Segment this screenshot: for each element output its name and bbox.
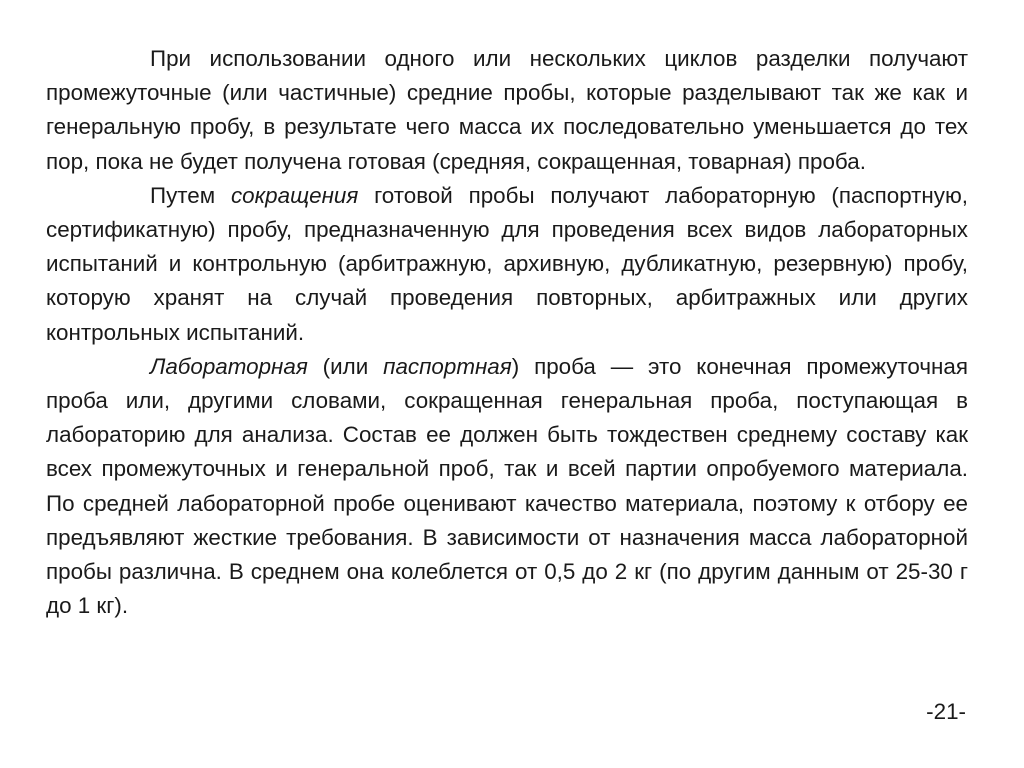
- paragraph-1-text: При использовании одного или нескольких циклов разделки получают промежуточные (или частичные) средние пробы, которые разделывают так же как и генеральную пробу, в результате чего масса их последовательно уменьшается до тех пор, пока не будет получена готовая (средняя, сокращенная, товарная) проба.: [46, 46, 968, 174]
- page-number: -21-: [926, 699, 966, 724]
- paragraph-2-lead: Путем: [150, 182, 231, 208]
- paragraph-2: [46, 179, 968, 350]
- term-laboratornaya: Лабораторная: [150, 353, 308, 379]
- paragraph-1: [46, 42, 968, 179]
- term-sokrashcheniya: сокращения: [230, 182, 359, 208]
- term-pasportnaya: паспортная: [383, 353, 512, 379]
- paragraph-3-rest: ) проба — это конечная промежуточная проба или, другими словами, сокращенная генеральная проба, поступающая в лабораторию для анализа. Состав ее должен быть тождествен среднему составу как всех промежуточных и генеральной проб, так и всей партии опробуемого материала. По средней лабораторной пробе оценивают качество материала, поэтому к отбору ее предъявляют жесткие требования. В зависимости от назначения масса лабораторной пробы различна. В среднем она колеблется от 0,5 до 2 кг (по другим данным от 25-30 г до 1 кг).: [46, 353, 969, 619]
- paragraph-3-mid: (или: [307, 353, 384, 379]
- body-text: [46, 42, 968, 623]
- paragraph-2-rest: готовой пробы получают лабораторную (паспортную, сертификатную) пробу, предназначенную для проведения всех видов лабораторных испытаний и контрольную (арбитражную, архивную, дубликатную, резервную) пробу, которую хранят на случай проведения повторных, арбитражных или других контрольных испытаний.: [46, 182, 968, 345]
- paragraph-3: [46, 350, 968, 624]
